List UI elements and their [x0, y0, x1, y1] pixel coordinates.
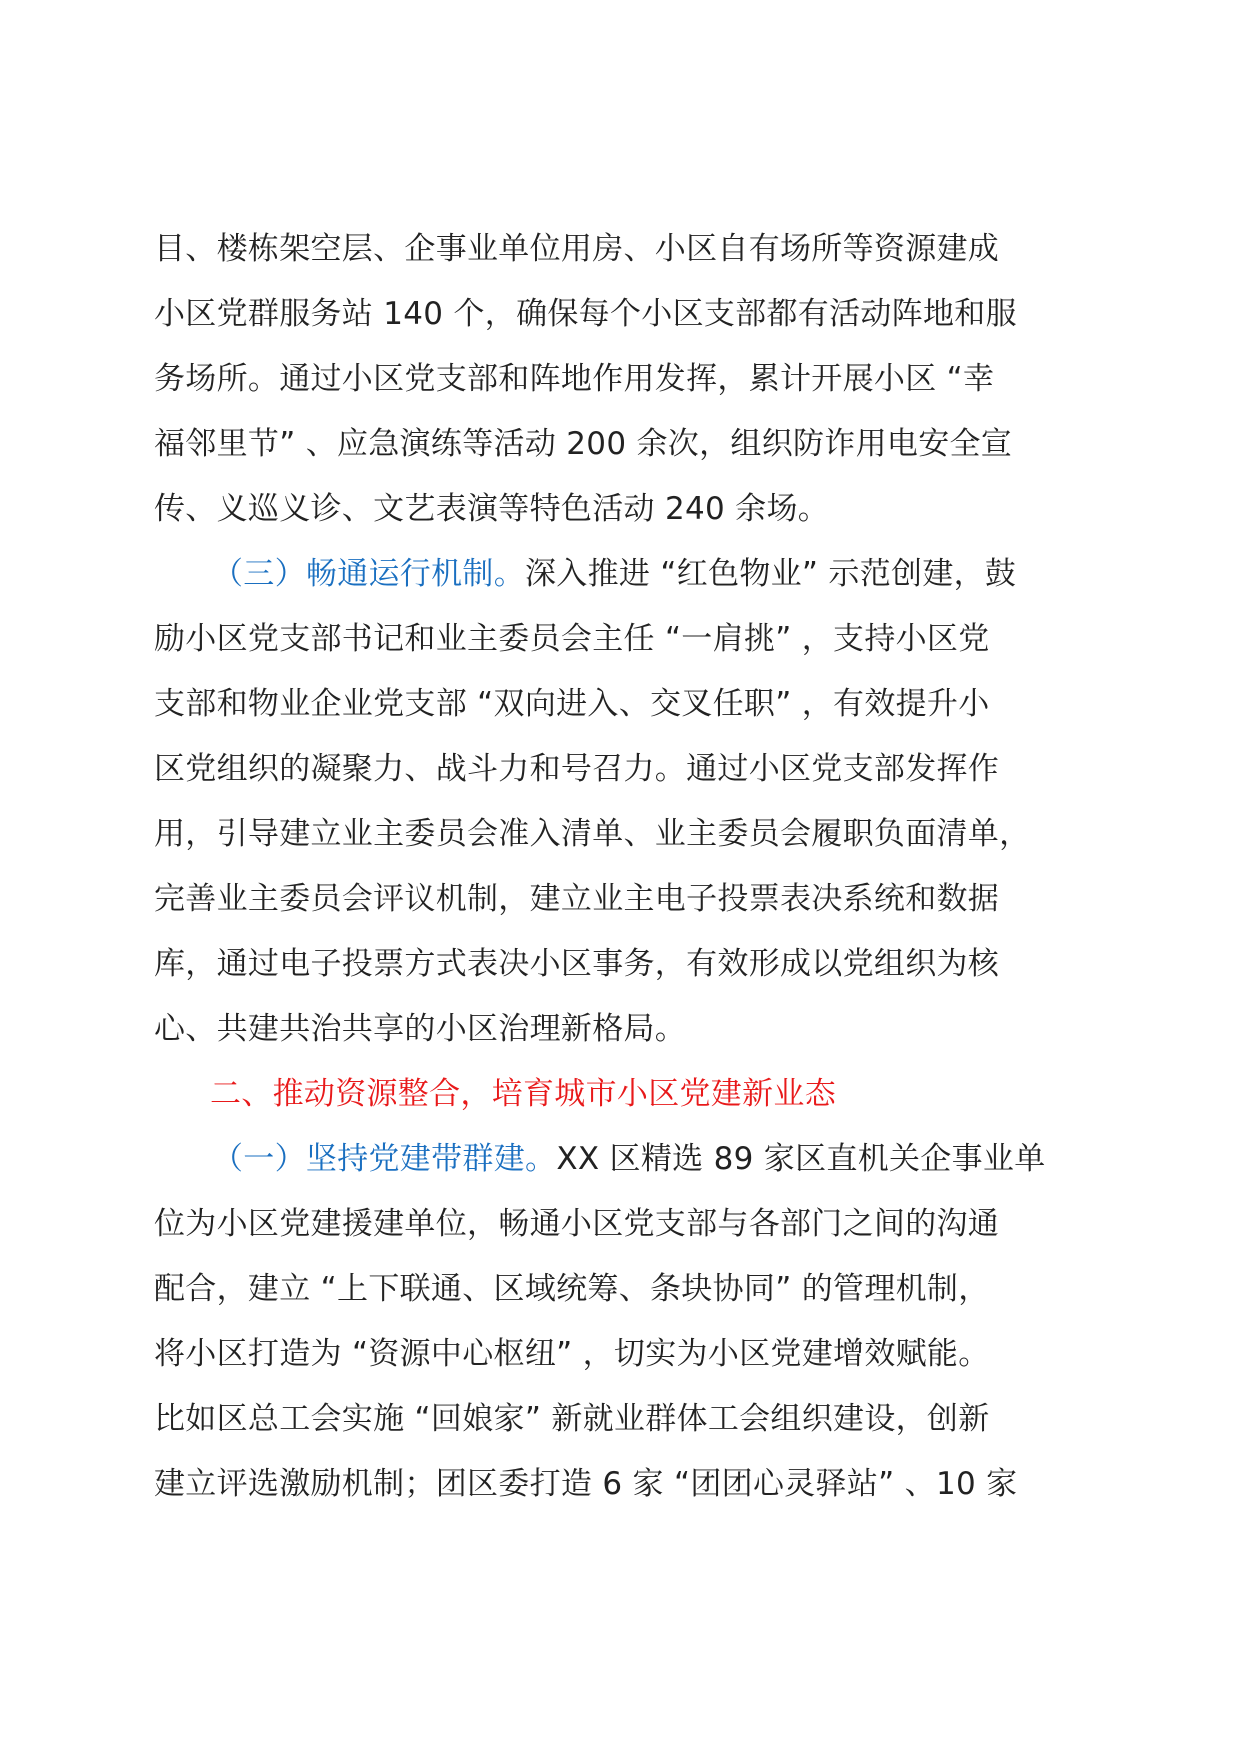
- body-line: 心、共建共治共享的小区治理新格局。: [154, 1011, 687, 1047]
- body-line: 区党组织的凝聚力、战斗力和号召力。通过小区党支部发挥作: [154, 751, 1000, 787]
- body-line: 用，引导建立业主委员会准入清单、业主委员会履职负面清单，: [154, 816, 1031, 852]
- section-heading: 二、推动资源整合，培育城市小区党建新业态: [210, 1076, 836, 1112]
- body-text: 深入推进 “红色物业” 示范创建，鼓: [525, 556, 1017, 592]
- body-line: 传、义巡义诊、文艺表演等特色活动 240 余场。: [154, 491, 830, 527]
- paragraph-start-line: [154, 1127, 1094, 1192]
- body-line: 比如区总工会实施 “回娘家” 新就业群体工会组织建设，创新: [154, 1401, 990, 1437]
- body-line: 小区党群服务站 140 个，确保每个小区支部都有活动阵地和服: [154, 296, 1017, 332]
- body-line: 励小区党支部书记和业主委员会主任 “一肩挑” ，支持小区党: [154, 621, 990, 657]
- body-line: 建立评选激励机制；团区委打造 6 家 “团团心灵驿站” 、10 家: [154, 1466, 1018, 1502]
- document-page: [154, 217, 1094, 1517]
- body-line: 福邻里节” 、应急演练等活动 200 余次，组织防诈用电安全宣: [154, 426, 1013, 462]
- body-line: 支部和物业企业党支部 “双向进入、交叉任职” ，有效提升小: [154, 686, 990, 722]
- body-line: 完善业主委员会评议机制，建立业主电子投票表决系统和数据: [154, 881, 1000, 917]
- subsection-title: （三）畅通运行机制。: [212, 556, 525, 592]
- body-line: 库，通过电子投票方式表决小区事务，有效形成以党组织为核: [154, 946, 1000, 982]
- paragraph-start-line: [154, 542, 1094, 607]
- body-line: 务场所。通过小区党支部和阵地作用发挥，累计开展小区 “幸: [154, 361, 995, 397]
- body-text: XX 区精选 89 家区直机关企事业单: [556, 1141, 1046, 1177]
- body-line: 将小区打造为 “资源中心枢纽” ，切实为小区党建增效赋能。: [154, 1336, 990, 1372]
- body-line: 位为小区党建援建单位，畅通小区党支部与各部门之间的沟通: [154, 1206, 1000, 1242]
- body-line: 配合，建立 “上下联通、区域统筹、条块协同” 的管理机制，: [154, 1271, 990, 1307]
- body-line: 目、楼栋架空层、企事业单位用房、小区自有场所等资源建成: [154, 231, 1000, 267]
- subsection-title: （一）坚持党建带群建。: [212, 1141, 557, 1177]
